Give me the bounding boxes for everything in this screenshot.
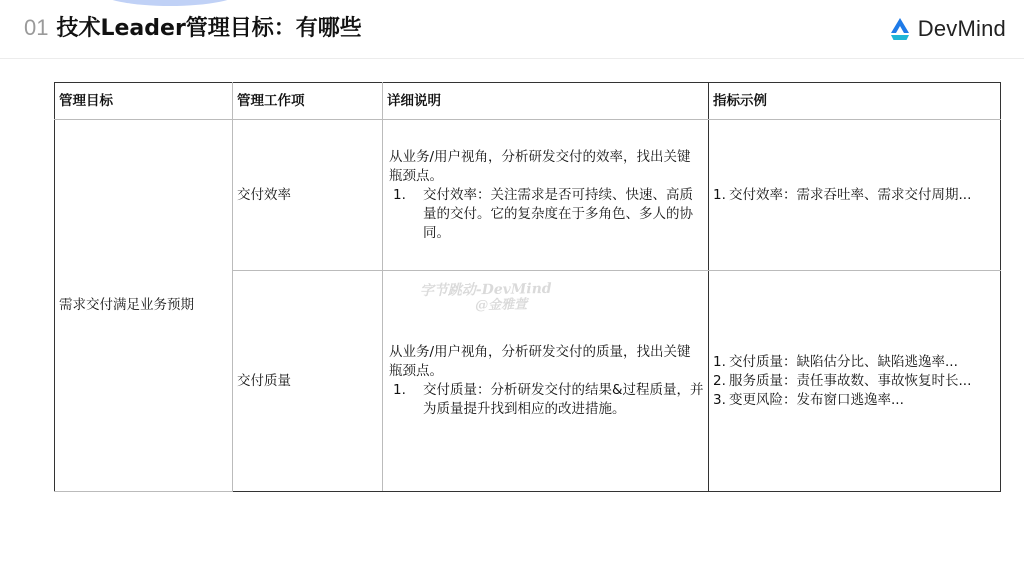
logo-text: DevMind [917,16,1006,41]
metrics-cell [709,271,1001,492]
devmind-logo [887,15,1006,43]
column-header-description: 详细说明 [383,83,709,120]
work-item-cell: 交付效率 [233,120,383,271]
description-text: 交付质量：分析研发交付的结果&过程质量，并为质量提升找到相应的改进措施。 [423,382,704,417]
metrics-list [713,186,996,205]
watermark-line: 字节跳动-DevMind [419,280,552,300]
management-goals-table [54,82,1001,492]
description-list [387,186,704,243]
metrics-list [713,353,996,410]
work-item-cell: 交付质量 [233,271,383,492]
description-text: 交付效率：关注需求是否可持续、快速、高质量的交付。它的复杂度在于多角色、多人的协同。 [423,186,693,241]
description-intro: 从业务/用户视角，分析研发交付的质量，找出关键瓶颈点。 [389,344,691,379]
metric-item [713,372,996,391]
metric-item [713,353,996,372]
metric-text: 变更风险：发布窗口逃逸率... [729,391,904,408]
goal-cell: 需求交付满足业务预期 [55,120,233,492]
metric-item [713,391,996,410]
page-title [24,13,362,44]
description-intro: 从业务/用户视角，分析研发交付的效率，找出关键瓶颈点。 [389,148,691,184]
metric-text: 服务质量：责任事故数、事故恢复时长... [729,372,972,389]
list-number: 3. [713,391,726,408]
description-item [387,186,704,243]
metric-item [713,186,996,205]
metrics-cell [709,120,1001,271]
title-text: 技术Leader管理目标：有哪些 [56,16,362,41]
devmind-logo-icon [887,16,913,42]
header [0,0,1024,59]
column-header-goal: 管理目标 [55,83,233,120]
top-accent-shape [100,0,240,6]
section-number: 01 [24,15,49,40]
metric-text: 交付质量：缺陷估分比、缺陷逃逸率... [729,353,958,370]
list-number: 1. [393,186,406,203]
description-item [387,381,704,419]
metric-text: 交付效率：需求吞吐率、需求交付周期... [729,186,972,203]
description-list [387,381,704,419]
column-header-metrics: 指标示例 [709,83,1001,120]
list-number: 1. [713,186,726,203]
table-header-row [55,83,1001,120]
list-number: 1. [393,382,406,398]
table-row [55,120,1001,271]
list-number: 1. [713,353,726,370]
description-cell [383,271,709,492]
list-number: 2. [713,372,726,389]
watermark-line: @金雅萱 [475,297,528,314]
description-cell [383,120,709,271]
column-header-work-item: 管理工作项 [233,83,383,120]
